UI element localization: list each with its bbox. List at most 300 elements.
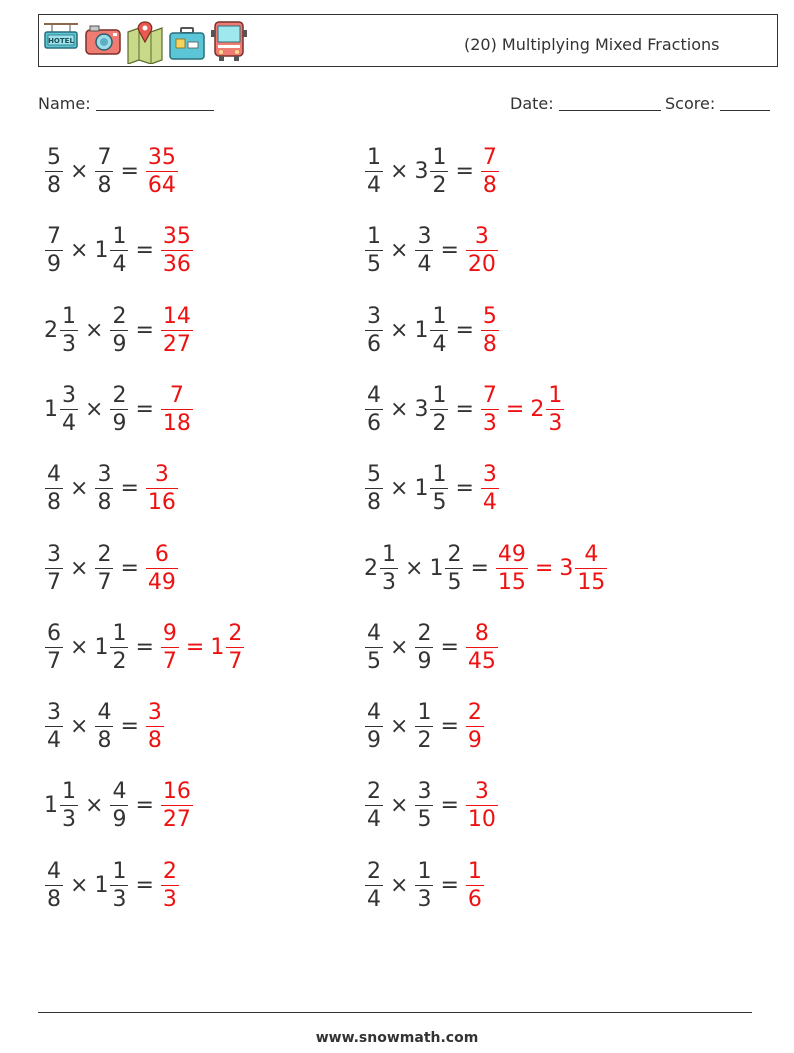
answer-mixed-whole: 3 bbox=[559, 555, 574, 581]
answer-fraction-denominator: 45 bbox=[467, 648, 496, 674]
operand-a-fraction bbox=[365, 860, 383, 911]
operand-b-whole: 3 bbox=[414, 159, 429, 185]
operand-b-fraction bbox=[110, 305, 128, 356]
operand-a-fraction-bar bbox=[45, 726, 63, 727]
operand-a-fraction-denominator: 3 bbox=[62, 331, 76, 357]
problem bbox=[364, 860, 485, 911]
bus-icon bbox=[210, 18, 248, 64]
operand-a-fraction-denominator: 4 bbox=[62, 410, 76, 436]
operand-a-fraction-numerator: 1 bbox=[382, 541, 396, 567]
operand-b-fraction-bar bbox=[110, 647, 128, 648]
operand-b-fraction-numerator: 4 bbox=[112, 779, 127, 805]
answer-fraction-bar bbox=[466, 726, 484, 727]
operand-b-fraction-bar bbox=[95, 488, 113, 489]
equals-sign: = bbox=[455, 396, 474, 422]
operand-a-fraction-bar bbox=[365, 726, 383, 727]
score-field[interactable] bbox=[665, 94, 770, 113]
answer-fraction-numerator: 9 bbox=[162, 620, 177, 646]
operand-a-fraction-numerator: 1 bbox=[367, 145, 381, 170]
name-blank[interactable] bbox=[96, 109, 214, 111]
answer bbox=[480, 146, 500, 197]
answer-fraction-numerator: 14 bbox=[162, 303, 191, 329]
answer-fraction-numerator: 3 bbox=[482, 462, 497, 488]
times-sign: × bbox=[85, 793, 104, 819]
answer-fraction-denominator: 15 bbox=[497, 569, 526, 595]
equals-sign: = bbox=[120, 555, 139, 581]
operand-b-whole: 1 bbox=[429, 555, 444, 581]
operand-b-fraction-bar bbox=[430, 171, 448, 172]
operand-a-fraction-denominator: 9 bbox=[367, 728, 381, 754]
operand-a-whole: 1 bbox=[44, 396, 58, 422]
answer-fraction-denominator: 4 bbox=[482, 490, 497, 516]
answer-fraction-numerator: 16 bbox=[162, 779, 191, 805]
problem bbox=[364, 780, 499, 831]
problem bbox=[364, 701, 485, 752]
equals-sign: = bbox=[120, 714, 139, 740]
operand-b-fraction-denominator: 4 bbox=[112, 252, 127, 278]
answer-fraction-denominator: 8 bbox=[482, 331, 497, 357]
operand-a-fraction bbox=[45, 146, 63, 197]
problem bbox=[44, 860, 180, 911]
operand-a-fraction-denominator: 4 bbox=[367, 886, 381, 912]
operand-b-fraction-denominator: 5 bbox=[432, 490, 447, 516]
answer-fraction-numerator: 8 bbox=[474, 620, 489, 646]
operand-b-fraction-numerator: 2 bbox=[417, 620, 432, 646]
operand-b-fraction bbox=[430, 463, 448, 514]
equals-sign: = bbox=[440, 793, 459, 819]
problem bbox=[364, 463, 500, 514]
operand-a-fraction bbox=[365, 463, 383, 514]
operand-b-fraction-denominator: 3 bbox=[112, 886, 127, 912]
answer-fraction-bar bbox=[161, 805, 193, 806]
operand-b-fraction bbox=[110, 860, 128, 911]
answer-fraction bbox=[481, 146, 499, 197]
answer-fraction-bar bbox=[481, 171, 499, 172]
operand-b-fraction-bar bbox=[415, 805, 433, 806]
answer-equals-sign: = bbox=[505, 396, 525, 422]
operand-a-fraction-bar bbox=[365, 488, 383, 489]
answer-mixed-fraction-denominator: 15 bbox=[577, 569, 606, 595]
score-label: Score: bbox=[665, 94, 716, 113]
operand-b-fraction-denominator: 8 bbox=[97, 490, 112, 516]
answer-fraction-bar bbox=[496, 568, 528, 569]
equals-sign: = bbox=[455, 476, 474, 502]
operand-a-fraction bbox=[365, 384, 383, 435]
answer-fraction-numerator: 3 bbox=[147, 700, 162, 726]
answer-equals-sign: = bbox=[534, 555, 554, 581]
operand-a-fraction-bar bbox=[45, 647, 63, 648]
header-icons bbox=[42, 18, 248, 64]
operand-a-fraction bbox=[365, 225, 383, 276]
answer-fraction-denominator: 8 bbox=[147, 728, 162, 754]
answer-fraction bbox=[161, 780, 193, 831]
equals-sign: = bbox=[135, 238, 154, 264]
equals-sign: = bbox=[135, 317, 154, 343]
answer-fraction bbox=[146, 543, 178, 594]
operand-b-fraction-numerator: 3 bbox=[97, 462, 112, 488]
operand-a-fraction bbox=[365, 622, 383, 673]
operand-a-fraction-numerator: 1 bbox=[62, 779, 76, 805]
operand-a-fraction-denominator: 8 bbox=[367, 490, 381, 516]
answer-fraction bbox=[481, 463, 499, 514]
operand-a-fraction-numerator: 4 bbox=[47, 462, 61, 488]
operand-b-fraction-bar bbox=[430, 488, 448, 489]
operand-a-fraction bbox=[380, 543, 398, 594]
operand-a-whole: 1 bbox=[44, 793, 58, 819]
times-sign: × bbox=[390, 317, 409, 343]
operand-a-fraction-bar bbox=[365, 647, 383, 648]
footer-url: www.snowmath.com bbox=[315, 1030, 479, 1046]
answer-fraction-numerator: 7 bbox=[482, 145, 497, 170]
operand-b-fraction-denominator: 2 bbox=[417, 728, 432, 754]
answer-fraction bbox=[161, 622, 179, 673]
operand-a-fraction-numerator: 4 bbox=[367, 382, 381, 408]
operand-a-fraction-denominator: 5 bbox=[367, 252, 381, 278]
answer-fraction-denominator: 10 bbox=[467, 807, 496, 833]
operand-b-fraction bbox=[430, 384, 448, 435]
answer-mixed-whole: 1 bbox=[210, 634, 225, 660]
map-icon bbox=[126, 18, 164, 64]
operand-a-fraction bbox=[60, 305, 78, 356]
operand-a-whole: 2 bbox=[44, 317, 58, 343]
operand-a-fraction-bar bbox=[45, 885, 63, 886]
operand-a-fraction-numerator: 5 bbox=[367, 462, 381, 488]
answer-mixed-fraction-numerator: 4 bbox=[584, 541, 599, 567]
operand-a-fraction-numerator: 4 bbox=[367, 700, 381, 726]
equals-sign: = bbox=[440, 634, 459, 660]
operand-b-fraction bbox=[110, 622, 128, 673]
answer bbox=[160, 860, 180, 911]
suitcase-icon bbox=[168, 18, 206, 64]
operand-a-fraction-denominator: 3 bbox=[382, 569, 396, 595]
answer-fraction-denominator: 18 bbox=[162, 410, 191, 436]
answer-fraction-bar bbox=[466, 250, 498, 251]
answer-fraction bbox=[481, 384, 499, 435]
times-sign: × bbox=[390, 793, 409, 819]
answer-fraction-bar bbox=[161, 330, 193, 331]
answer-fraction-numerator: 49 bbox=[497, 541, 526, 567]
answer-fraction bbox=[466, 701, 484, 752]
answer-mixed-fraction-numerator: 1 bbox=[548, 382, 563, 408]
answer-fraction-numerator: 7 bbox=[169, 382, 184, 408]
answer-mixed-fraction bbox=[226, 622, 244, 673]
operand-a-fraction-bar bbox=[365, 171, 383, 172]
operand-b-fraction-numerator: 2 bbox=[112, 303, 127, 329]
operand-a-fraction-bar bbox=[365, 330, 383, 331]
answer-mixed-fraction-bar bbox=[575, 568, 607, 569]
operand-a-fraction-denominator: 9 bbox=[47, 252, 61, 278]
answer bbox=[465, 780, 499, 831]
answer-fraction-bar bbox=[161, 647, 179, 648]
equals-sign: = bbox=[440, 872, 459, 898]
times-sign: × bbox=[70, 238, 89, 264]
problem bbox=[44, 225, 194, 276]
operand-b-fraction-numerator: 3 bbox=[417, 224, 432, 250]
operand-b-fraction-numerator: 1 bbox=[432, 382, 447, 408]
operand-a-fraction bbox=[365, 146, 383, 197]
operand-a-fraction-numerator: 4 bbox=[367, 620, 381, 646]
operand-a-fraction-denominator: 8 bbox=[47, 886, 61, 912]
answer-fraction-denominator: 9 bbox=[467, 728, 482, 754]
operand-a-fraction-bar bbox=[60, 409, 78, 410]
operand-b-fraction bbox=[110, 225, 128, 276]
problem bbox=[44, 146, 179, 197]
operand-b-whole: 1 bbox=[94, 872, 109, 898]
operand-b-fraction-bar bbox=[430, 330, 448, 331]
problem bbox=[44, 543, 179, 594]
answer bbox=[480, 305, 500, 356]
operand-b-fraction-denominator: 2 bbox=[432, 410, 447, 436]
operand-b-whole: 1 bbox=[94, 238, 109, 264]
operand-b-fraction-bar bbox=[430, 409, 448, 410]
operand-a-fraction bbox=[60, 384, 78, 435]
operand-b-fraction-denominator: 2 bbox=[112, 648, 127, 674]
operand-b-fraction bbox=[415, 622, 433, 673]
operand-a-fraction-bar bbox=[45, 250, 63, 251]
equals-sign: = bbox=[440, 714, 459, 740]
operand-b-fraction-denominator: 4 bbox=[417, 252, 432, 278]
operand-b-fraction bbox=[415, 701, 433, 752]
times-sign: × bbox=[70, 476, 89, 502]
svg-text:HOTEL: HOTEL bbox=[48, 37, 74, 45]
answer-fraction-numerator: 2 bbox=[162, 858, 177, 884]
operand-b-fraction bbox=[110, 780, 128, 831]
operand-a-fraction bbox=[365, 701, 383, 752]
problem bbox=[364, 305, 500, 356]
operand-b-fraction-bar bbox=[110, 409, 128, 410]
problem bbox=[44, 780, 194, 831]
answer-fraction bbox=[161, 225, 193, 276]
problem bbox=[44, 463, 179, 514]
operand-a-fraction-numerator: 1 bbox=[367, 224, 381, 250]
answer bbox=[465, 622, 499, 673]
answer-fraction bbox=[466, 860, 484, 911]
operand-b-fraction-bar bbox=[95, 171, 113, 172]
answer-fraction bbox=[481, 305, 499, 356]
operand-b-fraction-numerator: 1 bbox=[112, 224, 127, 250]
times-sign: × bbox=[70, 634, 89, 660]
answer-fraction-numerator: 7 bbox=[482, 382, 497, 408]
answer-fraction-numerator: 3 bbox=[474, 779, 489, 805]
answer bbox=[160, 225, 194, 276]
answer-fraction-bar bbox=[481, 488, 499, 489]
answer-fraction-denominator: 27 bbox=[162, 807, 191, 833]
footer-divider bbox=[38, 1012, 752, 1013]
name-field[interactable] bbox=[38, 94, 214, 113]
problem bbox=[44, 384, 194, 435]
operand-b-whole: 3 bbox=[414, 396, 429, 422]
times-sign: × bbox=[85, 317, 104, 343]
answer-fraction-denominator: 6 bbox=[467, 886, 482, 912]
problem bbox=[44, 622, 245, 673]
operand-a-fraction-denominator: 6 bbox=[367, 331, 381, 357]
answer-fraction-numerator: 2 bbox=[467, 700, 482, 726]
operand-b-fraction-bar bbox=[415, 250, 433, 251]
operand-b-fraction-denominator: 3 bbox=[417, 886, 432, 912]
answer bbox=[480, 384, 565, 435]
answer-fraction-bar bbox=[481, 330, 499, 331]
answer-fraction-numerator: 35 bbox=[162, 224, 191, 250]
answer-fraction-bar bbox=[146, 171, 178, 172]
operand-a-fraction-numerator: 4 bbox=[47, 858, 61, 884]
operand-b-fraction-bar bbox=[110, 885, 128, 886]
operand-b-fraction-numerator: 1 bbox=[432, 303, 447, 329]
answer bbox=[160, 305, 194, 356]
answer-fraction bbox=[161, 384, 193, 435]
answer-fraction bbox=[146, 463, 178, 514]
equals-sign: = bbox=[120, 476, 139, 502]
answer-mixed-fraction bbox=[546, 384, 564, 435]
problem bbox=[364, 543, 608, 594]
operand-b-fraction-numerator: 2 bbox=[447, 541, 462, 567]
answer bbox=[495, 543, 608, 594]
problem bbox=[364, 225, 499, 276]
answer-fraction-bar bbox=[161, 250, 193, 251]
operand-b-fraction-denominator: 8 bbox=[97, 173, 112, 199]
operand-a-fraction-bar bbox=[60, 330, 78, 331]
operand-b-fraction-bar bbox=[445, 568, 463, 569]
equals-sign: = bbox=[135, 872, 154, 898]
answer bbox=[480, 463, 500, 514]
answer-mixed-fraction-bar bbox=[546, 409, 564, 410]
operand-b-fraction-bar bbox=[110, 250, 128, 251]
answer-fraction-numerator: 1 bbox=[467, 858, 482, 884]
answer-fraction bbox=[466, 780, 498, 831]
score-blank[interactable] bbox=[720, 109, 770, 111]
operand-b-fraction bbox=[445, 543, 463, 594]
answer-fraction bbox=[146, 146, 178, 197]
answer bbox=[465, 225, 499, 276]
worksheet-title: (20) Multiplying Mixed Fractions bbox=[464, 35, 720, 54]
answer-fraction bbox=[146, 701, 164, 752]
answer-fraction-bar bbox=[146, 488, 178, 489]
operand-b-fraction-denominator: 2 bbox=[432, 173, 447, 199]
operand-b-fraction-bar bbox=[110, 805, 128, 806]
operand-b-fraction-bar bbox=[110, 330, 128, 331]
answer-fraction-bar bbox=[466, 647, 498, 648]
operand-a-fraction-bar bbox=[45, 568, 63, 569]
equals-sign: = bbox=[135, 793, 154, 819]
operand-a-fraction-numerator: 1 bbox=[62, 303, 76, 329]
date-label: Date: bbox=[510, 94, 554, 113]
operand-b-fraction-numerator: 1 bbox=[417, 700, 432, 726]
operand-a-fraction-numerator: 3 bbox=[47, 700, 61, 726]
answer-fraction bbox=[161, 305, 193, 356]
answer-mixed-fraction-bar bbox=[226, 647, 244, 648]
answer-fraction-denominator: 3 bbox=[162, 886, 177, 912]
operand-b-fraction bbox=[95, 543, 113, 594]
operand-b-fraction-denominator: 5 bbox=[417, 807, 432, 833]
times-sign: × bbox=[70, 714, 89, 740]
answer-fraction-bar bbox=[481, 409, 499, 410]
answer-fraction-bar bbox=[161, 409, 193, 410]
answer-fraction-denominator: 16 bbox=[147, 490, 176, 516]
operand-a-fraction-bar bbox=[45, 171, 63, 172]
times-sign: × bbox=[85, 396, 104, 422]
operand-a-fraction-denominator: 4 bbox=[367, 173, 381, 199]
operand-a-fraction-numerator: 2 bbox=[367, 779, 381, 805]
answer-mixed-fraction bbox=[575, 543, 607, 594]
answer bbox=[160, 384, 194, 435]
equals-sign: = bbox=[455, 159, 474, 185]
worksheet-header bbox=[38, 14, 778, 67]
operand-a-fraction-bar bbox=[60, 805, 78, 806]
operand-a-fraction bbox=[45, 463, 63, 514]
operand-b-fraction bbox=[415, 860, 433, 911]
date-field[interactable] bbox=[510, 94, 661, 113]
operand-b-fraction-denominator: 4 bbox=[432, 331, 447, 357]
operand-a-fraction-denominator: 8 bbox=[47, 490, 61, 516]
answer-fraction-denominator: 20 bbox=[467, 252, 496, 278]
answer-mixed-fraction-denominator: 7 bbox=[228, 648, 243, 674]
operand-b-fraction bbox=[430, 305, 448, 356]
answer-fraction-denominator: 27 bbox=[162, 331, 191, 357]
operand-a-fraction-denominator: 7 bbox=[47, 569, 61, 595]
answer-fraction-numerator: 5 bbox=[482, 303, 497, 329]
answer-fraction-denominator: 64 bbox=[147, 173, 176, 199]
answer bbox=[160, 780, 194, 831]
operand-a-fraction-bar bbox=[380, 568, 398, 569]
operand-b-fraction-numerator: 1 bbox=[432, 462, 447, 488]
problem bbox=[44, 305, 194, 356]
operand-a-fraction-bar bbox=[365, 250, 383, 251]
operand-a-fraction-denominator: 5 bbox=[367, 648, 381, 674]
operand-b-fraction-numerator: 2 bbox=[97, 541, 112, 567]
answer-fraction-bar bbox=[146, 568, 178, 569]
operand-a-fraction-numerator: 3 bbox=[62, 382, 76, 408]
times-sign: × bbox=[390, 634, 409, 660]
problem bbox=[364, 622, 499, 673]
date-blank[interactable] bbox=[559, 109, 661, 111]
operand-b-fraction bbox=[95, 146, 113, 197]
answer-fraction bbox=[466, 225, 498, 276]
answer-fraction-bar bbox=[161, 885, 179, 886]
operand-a-whole: 2 bbox=[364, 555, 378, 581]
operand-b-fraction-bar bbox=[415, 885, 433, 886]
name-label: Name: bbox=[38, 94, 91, 113]
operand-b-fraction-denominator: 9 bbox=[112, 410, 127, 436]
operand-a-fraction-bar bbox=[365, 885, 383, 886]
answer-fraction-denominator: 36 bbox=[162, 252, 191, 278]
answer-mixed-fraction-denominator: 3 bbox=[548, 410, 563, 436]
operand-b-fraction-denominator: 9 bbox=[417, 648, 432, 674]
times-sign: × bbox=[70, 872, 89, 898]
operand-b-fraction bbox=[415, 225, 433, 276]
answer-fraction bbox=[496, 543, 528, 594]
answer-fraction-bar bbox=[466, 805, 498, 806]
operand-a-fraction-denominator: 4 bbox=[47, 728, 61, 754]
operand-a-fraction bbox=[45, 860, 63, 911]
operand-b-fraction-denominator: 8 bbox=[97, 728, 112, 754]
operand-b-fraction-denominator: 9 bbox=[112, 331, 127, 357]
operand-b-whole: 1 bbox=[414, 317, 429, 343]
operand-b-fraction-denominator: 7 bbox=[97, 569, 112, 595]
answer-fraction bbox=[161, 860, 179, 911]
answer bbox=[145, 146, 179, 197]
answer bbox=[145, 701, 165, 752]
operand-a-fraction-numerator: 3 bbox=[47, 541, 61, 567]
answer-fraction-numerator: 6 bbox=[154, 541, 169, 567]
operand-a-fraction-denominator: 8 bbox=[47, 173, 61, 199]
camera-icon bbox=[84, 18, 122, 64]
answer-fraction-numerator: 35 bbox=[147, 145, 176, 170]
operand-a-fraction bbox=[365, 305, 383, 356]
operand-a-fraction-numerator: 2 bbox=[367, 858, 381, 884]
answer-fraction-numerator: 3 bbox=[154, 462, 169, 488]
times-sign: × bbox=[390, 159, 409, 185]
operand-b-fraction bbox=[415, 780, 433, 831]
answer-fraction-bar bbox=[146, 726, 164, 727]
